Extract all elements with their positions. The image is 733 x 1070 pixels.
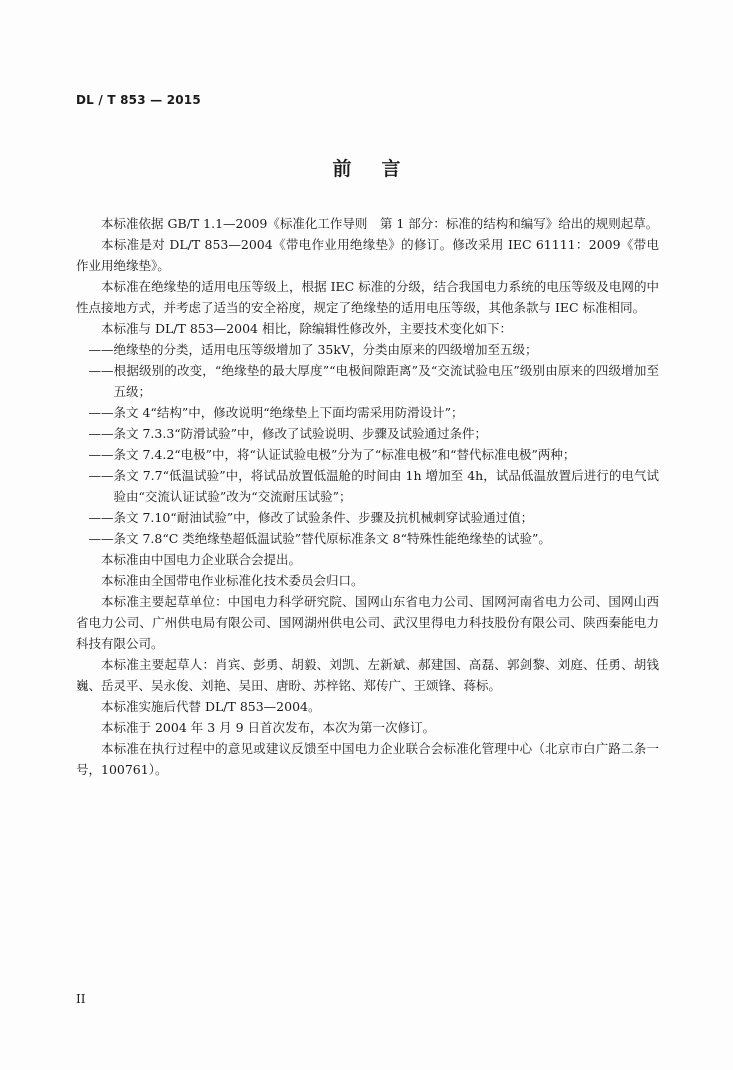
- paragraph-revision: 本标准是对 DL/T 853—2004《带电作业用绝缘垫》的修订。修改采用 IEC 61111：2009《带电作业用绝缘垫》。: [76, 237, 659, 273]
- change-item: ——条文 7.10“耐油试验”中，修改了试验条件、步骤及抗机械刺穿试验通过值；: [88, 510, 534, 525]
- paragraph-changes-intro: 本标准与 DL/T 853—2004 相比，除编辑性修改外，主要技术变化如下：: [101, 321, 512, 336]
- page-number: II: [76, 992, 86, 1006]
- change-item: ——条文 4“结构”中，修改说明“绝缘垫上下面均需采用防滑设计”；: [88, 405, 464, 420]
- change-item: ——条文 7.3.3“防滑试验”中，修改了试验说明、步骤及试验通过条件；: [88, 426, 488, 441]
- paragraph-drafting-units: 本标准主要起草单位：中国电力科学研究院、国网山东省电力公司、国网河南省电力公司、国网山西省电力公司、广州供电局有限公司、国网湖州供电公司、武汉里得电力科技股份有限公司、陕西秦能电力科技有限公司。: [76, 594, 659, 651]
- change-item: ——根据级别的改变，“绝缘垫的最大厚度”“电极间隙距离”及“交流试验电压”级别由原来的四级增加至五级；: [88, 363, 659, 399]
- paragraph-drafters: 本标准主要起草人：肖宾、彭勇、胡毅、刘凯、左新斌、郝建国、高磊、郭剑黎、刘庭、任勇、胡钱巍、岳灵平、吴永俊、刘艳、吴田、唐盼、苏梓铭、郑传广、王颂锋、蒋标。: [76, 657, 659, 693]
- paragraph-proposer: 本标准由中国电力企业联合会提出。: [101, 552, 302, 567]
- paragraph-replaces: 本标准实施后代替 DL/T 853—2004。: [101, 699, 321, 714]
- paragraph-voltage-levels: 本标准在绝缘垫的适用电压等级上，根据 IEC 标准的分级，结合我国电力系统的电压等级及电网的中性点接地方式，并考虑了适当的安全裕度，规定了绝缘垫的适用电压等级，其他条款与 IEC 标准相同。: [76, 279, 659, 315]
- change-item: ——条文 7.4.2“电极”中，将“认证试验电极”分为了“标准电极”和“替代标准电极”两种；: [88, 447, 576, 462]
- change-item: ——条文 7.7“低温试验”中，将试品放置低温舱的时间由 1h 增加至 4h，试品低温放置后进行的电气试验由“交流认证试验”改为“交流耐压试验”；: [88, 468, 659, 504]
- paragraph-feedback: 本标准在执行过程中的意见或建议反馈至中国电力企业联合会标准化管理中心（北京市白广路二条一号，100761）。: [76, 741, 659, 777]
- paragraph-drafting-rules: 本标准依据 GB/T 1.1—2009《标准化工作导则 第 1 部分：标准的结构和编写》给出的规则起草。: [101, 216, 659, 231]
- foreword-body: [76, 213, 659, 780]
- paragraph-history: 本标准于 2004 年 3 月 9 日首次发布，本次为第一次修订。: [101, 720, 436, 735]
- paragraph-committee: 本标准由全国带电作业标准化技术委员会归口。: [101, 573, 364, 588]
- standard-code: DL / T 853 — 2015: [76, 93, 201, 107]
- page-title: 前言: [332, 158, 431, 180]
- change-item: ——绝缘垫的分类，适用电压等级增加了 35kV，分类由原来的四级增加至五级；: [88, 342, 538, 357]
- change-item: ——条文 7.8“C 类绝缘垫超低温试验”替代原标准条文 8“特殊性能绝缘垫的试验”。: [88, 531, 551, 546]
